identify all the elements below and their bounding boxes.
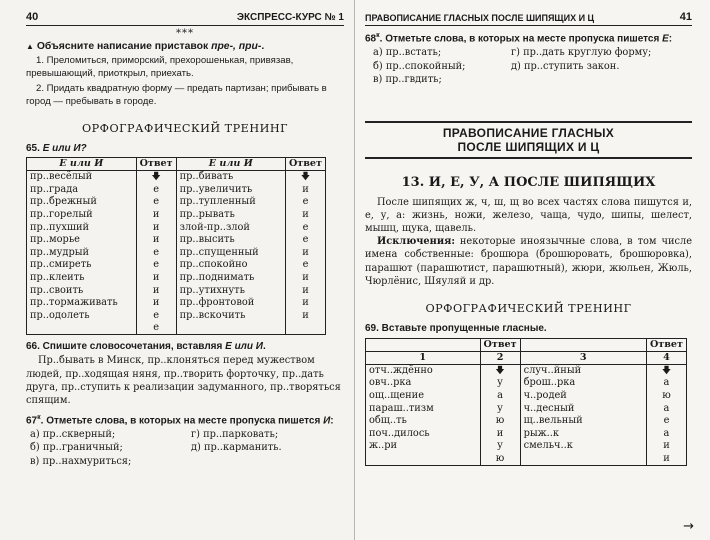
word-cell: пр..высить	[176, 234, 285, 247]
answer-cell: ю	[646, 390, 686, 403]
section-title: ОРФОГРАФИЧЕСКИЙ ТРЕНИНГ	[81, 122, 289, 136]
answer-cell: и	[285, 309, 325, 322]
word-cell: щ..вельный	[520, 415, 646, 428]
table-row	[27, 209, 326, 222]
table-row	[366, 440, 687, 453]
word-cell: пр..брежный	[27, 196, 137, 209]
answer-cell: и	[646, 440, 686, 453]
exercise-68-title: $68^к$. Отметьте слова, в которых на месте пропуска пишется Е:	[365, 32, 673, 45]
table-row	[27, 171, 326, 184]
empty-cell	[285, 322, 325, 335]
word-cell: пр..тормаживать	[27, 297, 137, 310]
answer-cell: и	[136, 297, 176, 310]
table-row	[27, 297, 326, 310]
word-cell: пр..фронтовой	[176, 297, 285, 310]
answer-cell: е	[136, 322, 176, 335]
blank-header	[366, 338, 481, 351]
word-cell: пр..одолеть	[27, 309, 137, 322]
empty-cell	[176, 322, 285, 335]
table-row	[27, 196, 326, 209]
column-number: 4	[646, 351, 686, 364]
column-header: Е или И	[27, 158, 137, 171]
word-cell: пр..вскочить	[176, 309, 285, 322]
separator-stars: ***	[176, 28, 194, 39]
word-cell: ж..ри	[366, 440, 481, 453]
word-cell: пр..своить	[27, 284, 137, 297]
table-row	[27, 234, 326, 247]
answer-cell: и	[480, 427, 520, 440]
exceptions-paragraph: Исключения: некоторые иноязычные слова, в том числе имена собственные: брошюра (брошюровать, брошюровка), парашют (парашютист, парашютный), жюри, жюльен, Жюль, Чюрлёнис, Шяуляй и др.	[365, 236, 692, 287]
rule-paragraph: После шипящих ж, ч, ш, щ во всех частях слова пишутся и, е, у, а: жизнь, ножи, железо, чаща, чудо, шипы, шелест, мышц, щука, щавель.	[365, 196, 692, 234]
answer-cell: е	[136, 246, 176, 259]
word-cell: злой-пр..злой	[176, 221, 285, 234]
answer-arrow-icon: 🡇	[136, 171, 176, 184]
word-cell: пр..тупленный	[176, 196, 285, 209]
answer-cell: и	[285, 297, 325, 310]
answer-cell: и	[136, 284, 176, 297]
running-head-title: ПРАВОПИСАНИЕ ГЛАСНЫХ ПОСЛЕ ШИПЯЩИХ И Ц	[365, 13, 595, 23]
table-row	[366, 415, 687, 428]
chapter-banner: ПРАВОПИСАНИЕ ГЛАСНЫХ ПОСЛЕ ШИПЯЩИХ И Ц	[365, 121, 692, 159]
answer-cell: е	[136, 196, 176, 209]
empty-cell	[366, 453, 481, 466]
answer-cell: ю	[480, 415, 520, 428]
answer-cell: и	[136, 221, 176, 234]
answer-cell: е	[285, 234, 325, 247]
table-row	[27, 322, 326, 335]
word-cell: пр..горелый	[27, 209, 137, 222]
page-number: 41	[679, 11, 692, 23]
word-cell: пр..весёлый	[27, 171, 137, 184]
word-cell: пр..спущенный	[176, 246, 285, 259]
task-title: ▲ Объясните написание приставок пре-, при-.	[26, 41, 265, 52]
word-cell: случ..йный	[520, 364, 646, 377]
word-cell: смельч..к	[520, 440, 646, 453]
page-number: 40	[26, 11, 39, 23]
empty-cell	[27, 322, 137, 335]
word-cell: пр..бивать	[176, 171, 285, 184]
table-row	[27, 246, 326, 259]
answer-cell: е	[646, 415, 686, 428]
answer-cell: и	[285, 183, 325, 196]
table-row	[27, 272, 326, 285]
answer-cell: и	[285, 246, 325, 259]
column-number: 3	[520, 351, 646, 364]
exercise-65-title: 65. Е или И?	[26, 143, 87, 155]
answer-cell: у	[480, 440, 520, 453]
word-cell: пр..смиреть	[27, 259, 137, 272]
answer-cell: е	[285, 196, 325, 209]
answer-cell: и	[285, 209, 325, 222]
answer-cell: а	[646, 377, 686, 390]
word-cell: рыж..к	[520, 427, 646, 440]
word-cell: пр..спокойно	[176, 259, 285, 272]
table-row	[366, 377, 687, 390]
topic-heading: 13. И, Е, У, А ПОСЛЕ ШИПЯЩИХ	[401, 174, 656, 190]
answer-cell: е	[285, 221, 325, 234]
column-header: Ответ	[136, 158, 176, 171]
answer-cell: а	[480, 390, 520, 403]
answer-arrow-icon: 🡇	[480, 364, 520, 377]
answer-cell: е	[136, 183, 176, 196]
exercise-69-title: 69. Вставьте пропущенные гласные.	[365, 322, 547, 334]
answer-cell: и	[136, 209, 176, 222]
table-row	[27, 183, 326, 196]
answer-cell: у	[480, 377, 520, 390]
right-page	[355, 0, 710, 540]
table-row	[27, 309, 326, 322]
column-header: Е или И	[176, 158, 285, 171]
answer-cell: е	[285, 259, 325, 272]
option-item: а) пр..встать;	[373, 47, 442, 59]
blank-header	[520, 338, 646, 351]
answer-header: Ответ	[646, 338, 686, 351]
exercise-66-text: Пр..бывать в Минск, пр..клоняться перед мужеством людей, пр..ходящая няня, пр..творить форточку, пр..дать друга, пр..ступить к реализации задуманного, пр..творяться спящим.	[26, 355, 341, 407]
exercise-67-title: $67^к$. Отметьте слова, в которых на месте пропуска пишется И:	[26, 413, 334, 427]
word-cell: ощ..щение	[366, 390, 481, 403]
word-cell: пр..утихнуть	[176, 284, 285, 297]
exercise-69-table	[365, 338, 687, 466]
option-item: г) пр..парковать;	[191, 429, 279, 441]
option-item: д) пр..карманить.	[191, 442, 282, 454]
word-cell: ч..родей	[520, 390, 646, 403]
answer-paragraph-2: 2. Придать квадратную форму — предать партизан; прибывать в город — пребывать в городе.	[26, 83, 327, 107]
word-cell: пр..мудрый	[27, 246, 137, 259]
column-number: 2	[480, 351, 520, 364]
answer-paragraph-1: 1. Преломиться, приморский, прехорошенькая, привязав, превышающий, приоткрыл, приехать.	[26, 55, 294, 79]
option-item: д) пр..ступить закон.	[511, 60, 620, 72]
table-row	[366, 390, 687, 403]
word-cell: ч..десный	[520, 402, 646, 415]
table-row	[366, 427, 687, 440]
word-cell: поч..дилось	[366, 427, 481, 440]
running-head-title: ЭКСПРЕСС-КУРС № 1	[236, 12, 344, 23]
column-number: 1	[366, 351, 481, 364]
word-cell: пр..рывать	[176, 209, 285, 222]
answer-cell: и	[136, 234, 176, 247]
option-item: г) пр..дать круглую форму;	[511, 47, 652, 59]
table-row	[366, 364, 687, 377]
table-row	[366, 402, 687, 415]
answer-arrow-icon: 🡇	[285, 171, 325, 184]
word-cell: пр..пухший	[27, 221, 137, 234]
option-item: б) пр..спокойный;	[373, 60, 466, 72]
running-header-left	[26, 6, 344, 26]
section-title: ОРФОГРАФИЧЕСКИЙ ТРЕНИНГ	[425, 301, 632, 315]
option-item: в) пр..нахмуриться;	[30, 455, 132, 467]
exercise-65-table	[26, 157, 326, 335]
option-item: б) пр..граничный;	[30, 442, 123, 454]
next-page-arrow-icon: →	[683, 519, 694, 534]
word-cell: пр..морье	[27, 234, 137, 247]
answer-cell: а	[646, 402, 686, 415]
answer-cell: и	[646, 453, 686, 466]
answer-cell: а	[646, 427, 686, 440]
triangle-bullet-icon: ▲	[26, 42, 34, 51]
word-cell: пр..поднимать	[176, 272, 285, 285]
answer-cell: е	[136, 259, 176, 272]
answer-cell: и	[136, 272, 176, 285]
column-header: Ответ	[285, 158, 325, 171]
word-cell: овч..рка	[366, 377, 481, 390]
table-row	[27, 259, 326, 272]
answer-cell: и	[285, 284, 325, 297]
word-cell: брош..рка	[520, 377, 646, 390]
table-row	[27, 221, 326, 234]
word-cell: отч..ждённо	[366, 364, 481, 377]
table-row	[27, 284, 326, 297]
exercise-66-title: 66. Спишите словосочетания, вставляя Е или И.	[26, 341, 266, 353]
word-cell: пр..увеличить	[176, 183, 285, 196]
answer-header: Ответ	[480, 338, 520, 351]
answer-arrow-icon: 🡇	[646, 364, 686, 377]
table-row	[366, 453, 687, 466]
empty-cell	[520, 453, 646, 466]
word-cell: пр..клеить	[27, 272, 137, 285]
word-cell: параш..тизм	[366, 402, 481, 415]
exercise-67-options	[26, 428, 344, 468]
answer-cell: и	[285, 272, 325, 285]
running-header-right	[365, 6, 692, 26]
answer-cell: е	[136, 309, 176, 322]
answer-cell: у	[480, 402, 520, 415]
word-cell: пр..града	[27, 183, 137, 196]
answer-cell: ю	[480, 453, 520, 466]
option-item: в) пр..гвдить;	[373, 74, 442, 86]
exercise-68-options	[365, 46, 692, 86]
option-item: а) пр..скверный;	[30, 429, 116, 441]
word-cell: общ..ть	[366, 415, 481, 428]
